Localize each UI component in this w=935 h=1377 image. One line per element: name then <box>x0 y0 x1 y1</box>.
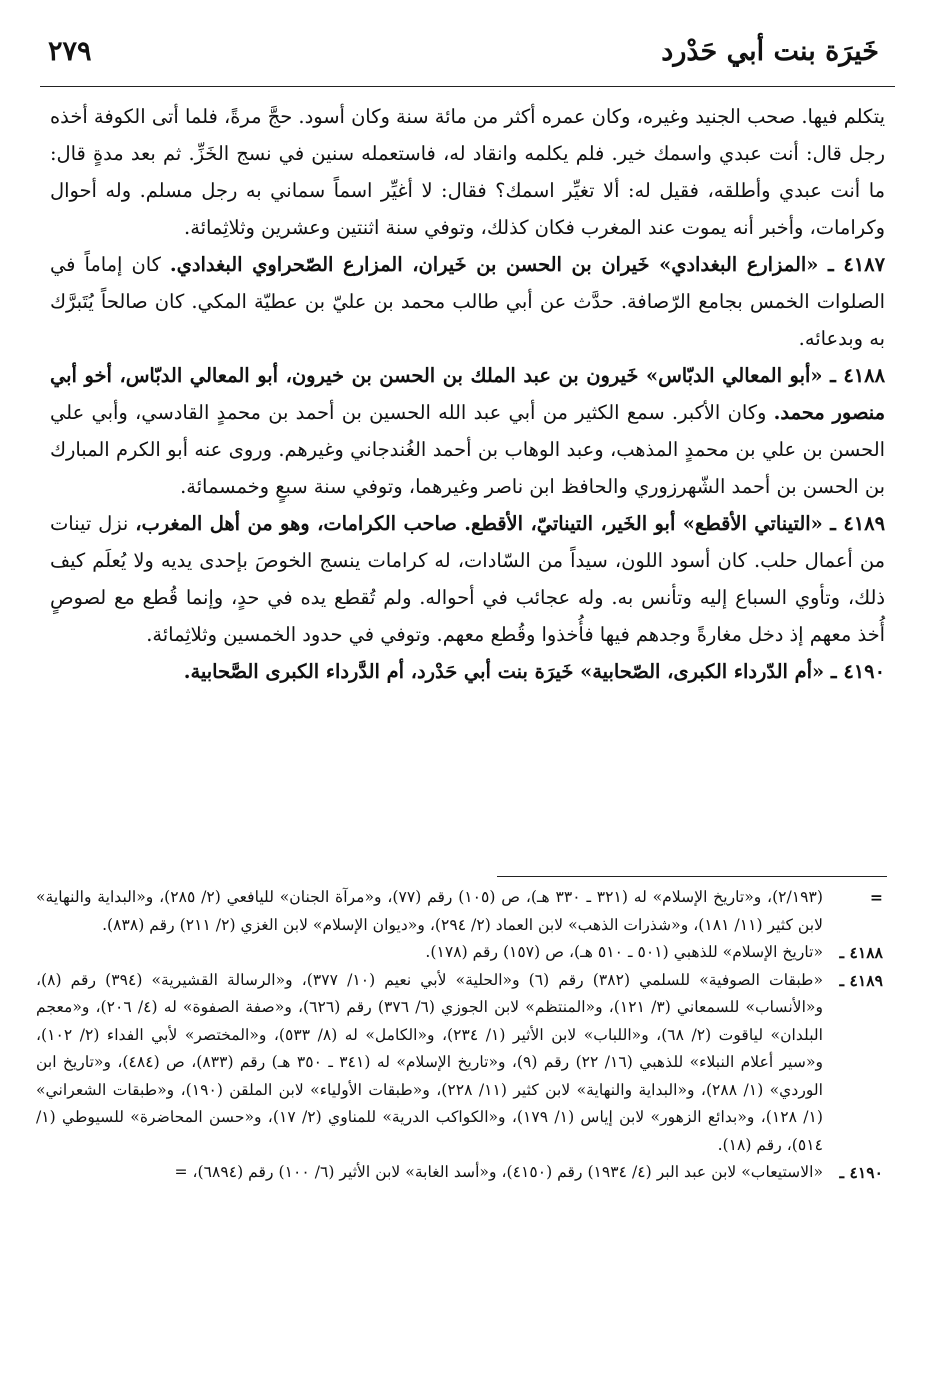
page-number: ٢٧٩ <box>48 36 92 67</box>
footnote-text: «تاريخ الإسلام» للذهبي (٥٠١ ـ ٥١٠ هـ)، ص (١٥٧) رقم (١٧٨). <box>425 943 823 961</box>
footnote-number: ٤١٩٠ ـ <box>839 1163 883 1182</box>
entry-heading: «أبو المعالي الدبّاس» خَيرون بن عبد الملك بن الحسن بن خيرون، أبو المعالي الدبّاس، أخو أبي منصور محمد. <box>50 364 885 424</box>
footnote <box>36 967 883 1160</box>
entry-4189: ٤١٨٩ ـ «التيناتي الأقطع» أبو الخَير، التيناتيّ، الأقطع. صاحب الكرامات، وهو من أهل المغرب، نزل تينات من أعمال حلب. كان أسود اللون، سيداً من السّادات، له كرامات ينسج الخوصَ بإحدى يديه ولا يُعلَم كيف ذلك، وتأوي السباع إليه وتأنس به. وله عجائب في أحواله. ولم تُقطع يده في حدٍ، وإنما قُطع مع لصوصٍ أُخذ معهم إذ دخل مغارةً وجدهم فيها فأُخذوا وقُطع معهم. وتوفي في حدود الخمسين وثلاثِمائة. <box>50 512 885 646</box>
entry-heading: «المزارع البغدادي» خَيران بن الحسن بن خَيران، المزارع الصّحراوي البغدادي. <box>169 253 819 276</box>
main-text <box>50 98 885 690</box>
entry-heading: «التيناتي الأقطع» أبو الخَير، التيناتيّ، الأقطع. صاحب الكرامات، وهو من أهل المغرب، <box>135 512 823 535</box>
footnote <box>36 939 883 967</box>
entry-4190: ٤١٩٠ ـ «أم الدّرداء الكبرى، الصّحابية» خَيرَة بنت أبي حَدْرد، أم الدَّرداء الكبرى الصَّحابية. <box>183 660 885 683</box>
footnotes <box>36 884 883 1187</box>
page-header <box>40 28 895 87</box>
entry-number: ٤١٨٧ <box>843 253 885 276</box>
entry-text: نزل تينات من أعمال حلب. كان أسود اللون، سيداً من السّادات، له كرامات ينسج الخوصَ بإحدى يديه ولا يُعلَم كيف ذلك، وتأوي السباع إليه وتأنس به. وله عجائب في أحواله. ولم تُقطع يده في حدٍ، وإنما قُطع مع لصوصٍ أُخذ معهم إذ دخل مغارةً وجدهم فيها فأُخذوا وقُطع معهم. وتوفي في حدود الخمسين وثلاثِمائة. <box>50 512 885 646</box>
entry-text: كان إماماً في الصلوات الخمس بجامع الرّصافة. حدَّث عن أبي طالب محمد بن عليّ بن عطيّة المكي. كان صالحاً يُتَبرَّك به وبدعائه. <box>50 253 885 350</box>
footnote-number: ٤١٨٨ ـ <box>839 943 883 962</box>
footnote-divider <box>497 876 887 877</box>
entry-4188: ٤١٨٨ ـ «أبو المعالي الدبّاس» خَيرون بن عبد الملك بن الحسن بن خيرون، أبو المعالي الدبّاس، أخو أبي منصور محمد. وكان الأكبر. سمع الكثير من أبي عبد الله الحسين بن أحمد بن محمدٍ القادسي، وأبي علي الحسن بن علي بن محمدٍ المذهب، وعبد الوهاب بن أحمد الغُندجاني وغيرهم. وروى عنه أبو الكرم المبارك بن الحسن بن أحمد الشّهرزوري والحافظ ابن ناصر وغيرهما، وتوفي سنة سبعٍ وخمسمائة. <box>50 364 885 498</box>
running-title: خَيرَة بنت أبي حَدْرد <box>661 36 879 67</box>
entry-number: ٤١٩٠ <box>843 660 885 683</box>
footnote-number: ٤١٨٩ ـ <box>839 970 883 990</box>
continuation-paragraph: يتكلم فيها. صحب الجنيد وغيره، وكان عمره أكثر من مائة سنة وكان أسود. حجَّ مرةً، فلما أتى الكوفة أخذه رجل قال: أنت عبدي واسمك خير. فلم يكلمه وانقاد له، فاستعمله سنين في نسج الخَزِّ. ثم بعد مدةٍ قال: ما أنت عبدي وأطلقه، فقيل له: ألا تغيِّر اسمك؟ فقال: لا أغيِّر اسماً سماني به رجل مسلم. وله أحوال وكرامات، وأخبر أنه يموت عند المغرب فكان كذلك، وتوفي سنة اثنتين وعشرين وثلاثِمائة. <box>50 105 885 239</box>
footnote <box>36 1159 883 1187</box>
entry-number: ٤١٨٨ <box>843 364 885 387</box>
footnote <box>36 884 883 939</box>
footnote-text: «طبقات الصوفية» للسلمي (٣٨٢) رقم (٦) و«الحلية» لأبي نعيم (١٠/ ٣٧٧)، و«الرسالة القشيرية» (٣٩٤) رقم (٨)، و«الأنساب» للسمعاني (٣/ ١٢١)، و«المنتظم» لابن الجوزي (٦/ ٣٧٦) رقم (٦٢٦)، و«صفة الصفوة» له (٤/ ٢٠٦)، و«معجم البلدان» لياقوت (٢/ ٦٨)، و«اللباب» لابن الأثير (١/ ٢٣٤)، و«الكامل» له (٨/ ٥٣٣)، و«المختصر» لأبي الفداء (٢/ ١٠٢)، و«سير أعلام النبلاء» للذهبي (١٦/ ٢٢) رقم (٩)، و«تاريخ الإسلام» له (٣٤١ ـ ٣٥٠ هـ) رقم (٨٣٣)، ص (٤٨٤)، و«تاريخ ابن الوردي» (١/ ٢٨٨)، و«البداية والنهاية» لابن كثير (١١/ ٢٢٨)، و«طبقات الأولياء» لابن الملقن (١٩٠)، و«طبقات الشعراني» (١/ ١٢٨)، و«بدائع الزهور» لابن إياس (١/ ١٧٩)، و«الكواكب الدرية» للمناوي (٢/ ١٧)، و«حسن المحاضرة» للسيوطي (١/ ٥١٤)، رقم (١٨). <box>36 970 824 1154</box>
footnote-number: = <box>869 888 883 907</box>
entry-number: ٤١٨٩ <box>843 512 885 535</box>
entry-4187: ٤١٨٧ ـ «المزارع البغدادي» خَيران بن الحسن بن خَيران، المزارع الصّحراوي البغدادي. كان إماماً في الصلوات الخمس بجامع الرّصافة. حدَّث عن أبي طالب محمد بن عليّ بن عطيّة المكي. كان صالحاً يُتَبرَّك به وبدعائه. <box>50 253 885 350</box>
footnote-text: «الاستيعاب» لابن عبد البر (٤/ ١٩٣٤) رقم (٤١٥٠)، و«أسد الغابة» لابن الأثير (٦/ ١٠٠) رقم (٦٨٩٤)، = <box>174 1163 823 1181</box>
entry-text: وكان الأكبر. سمع الكثير من أبي عبد الله الحسين بن أحمد بن محمدٍ القادسي، وأبي علي الحسن بن علي بن محمدٍ المذهب، وعبد الوهاب بن أحمد الغُندجاني وغيرهم. وروى عنه أبو الكرم المبارك بن الحسن بن أحمد الشّهرزوري والحافظ ابن ناصر وغيرهما، وتوفي سنة سبعٍ وخمسمائة. <box>50 401 885 498</box>
entry-heading: «أم الدّرداء الكبرى، الصّحابية» خَيرَة بنت أبي حَدْرد، أم الدَّرداء الكبرى الصَّحابية. <box>183 660 825 683</box>
footnote-text: (٢/١٩٣)، و«تاريخ الإسلام» له (٣٢١ ـ ٣٣٠ هـ)، ص (١٠٥) رقم (٧٧)، و«مرآة الجنان» لليافعي (٢/ ٢٨٥)، و«البداية والنهاية» لابن كثير (١١/ ١٨١)، و«شذرات الذهب» لابن العماد (٢/ ٢٩٤)، و«ديوان الإسلام» لابن الغزي (٢/ ٢١١) رقم (٨٣٨). <box>36 888 824 934</box>
